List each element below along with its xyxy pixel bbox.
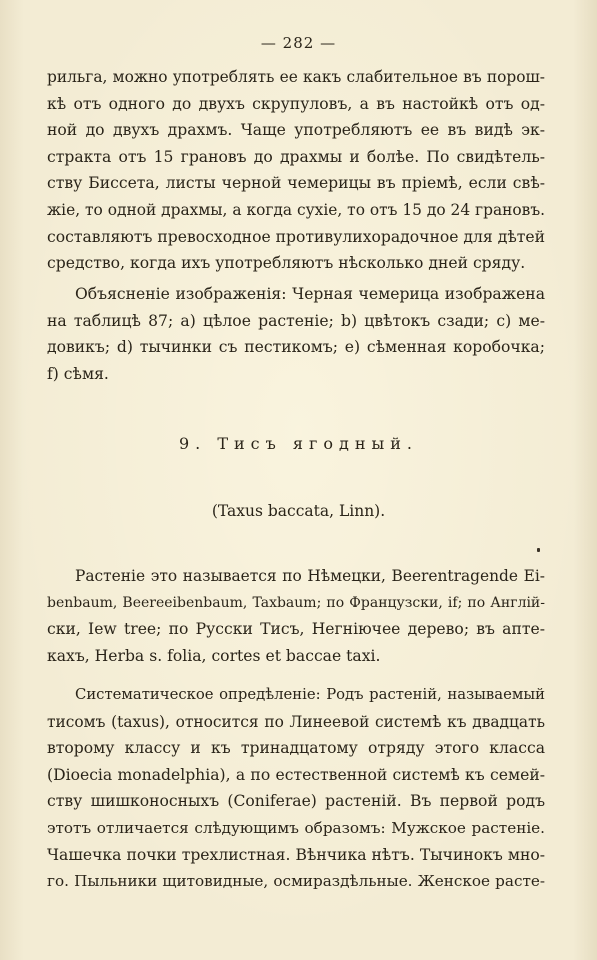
- text-line: рильга, можно употреблять ее какъ слабительное въ порош-: [47, 68, 545, 86]
- text-line: средство, когда ихъ употребляютъ нѣсколько дней сряду.: [47, 254, 526, 273]
- text-line: жіе, то одной драхмы, а когда сухіе, то отъ 15 до 24 грановъ.: [47, 200, 545, 219]
- text-line: на таблицѣ 87; a) цѣлое растеніе; b) цвѣтокъ сзади; c) ме-: [47, 311, 545, 330]
- text-line: этотъ отличается слѣдующимъ образомъ: Мужское растеніе.: [47, 818, 545, 837]
- text-line: ству шишконосныхъ (Coniferae) растеній. Въ первой родъ: [47, 792, 545, 811]
- text-line: составляютъ превосходное противулихорадочное для дѣтей: [47, 227, 545, 246]
- paragraph-dosage: [47, 64, 545, 277]
- text-line: ной до двухъ драхмъ. Чаще употребляютъ ее въ видѣ эк-: [47, 121, 545, 140]
- text-line: стракта отъ 15 грановъ до драхмы и болѣе. По свидѣтель-: [47, 147, 545, 166]
- latin-name: (Taxus baccata, Linn).: [211, 502, 386, 520]
- text-line: второму классу и къ тринадцатому отряду этого класса: [47, 739, 545, 758]
- ink-speck: [537, 548, 540, 552]
- text-line: Объясненіе изображенія: Черная чемерица изображена: [75, 285, 545, 303]
- page-number: — 282 —: [260, 34, 337, 52]
- text-line: ски, Iew tree; по Русски Тисъ, Негніючее дерево; въ апте-: [47, 620, 545, 639]
- text-line: довикъ; d) тычинки съ пестикомъ; e) сѣменная коробочка;: [47, 338, 545, 357]
- paragraph-names: [47, 563, 545, 669]
- text-line: (Dioecia monadelphia), а по естественной системѣ къ семей-: [47, 765, 545, 784]
- text-line: кѣ отъ одного до двухъ скрупуловъ, а въ настойкѣ отъ од-: [47, 94, 545, 113]
- text-line: го. Пыльники щитовидные, осмираздѣльные. Женское расте-: [47, 872, 545, 891]
- text-line: Систематическое опредѣленіе: Родъ растеній, называемый: [75, 686, 545, 703]
- text-line: кахъ, Herba s. folia, cortes et baccae taxi.: [47, 646, 381, 665]
- text-line: f) сѣмя.: [47, 364, 109, 383]
- section-heading: 9. Тисъ ягодный.: [178, 434, 419, 453]
- text-line: Растеніе это называется по Нѣмецки, Beerentragende Ei-: [75, 567, 545, 585]
- paragraph-figure-explanation: [47, 281, 545, 387]
- text-line: benbaum, Beereeibenbaum, Taxbaum; по Французски, if; по Англій-: [47, 594, 545, 611]
- text-line: тисомъ (taxus), относится по Линеевой системѣ къ двадцать: [47, 712, 545, 731]
- paragraph-systematics: [47, 682, 545, 895]
- text-line: Чашечка почки трехлистная. Вѣнчика нѣтъ. Тычинокъ мно-: [47, 845, 545, 864]
- text-line: ству Биссета, листы черной чемерицы въ пріемѣ, если свѣ-: [47, 174, 545, 193]
